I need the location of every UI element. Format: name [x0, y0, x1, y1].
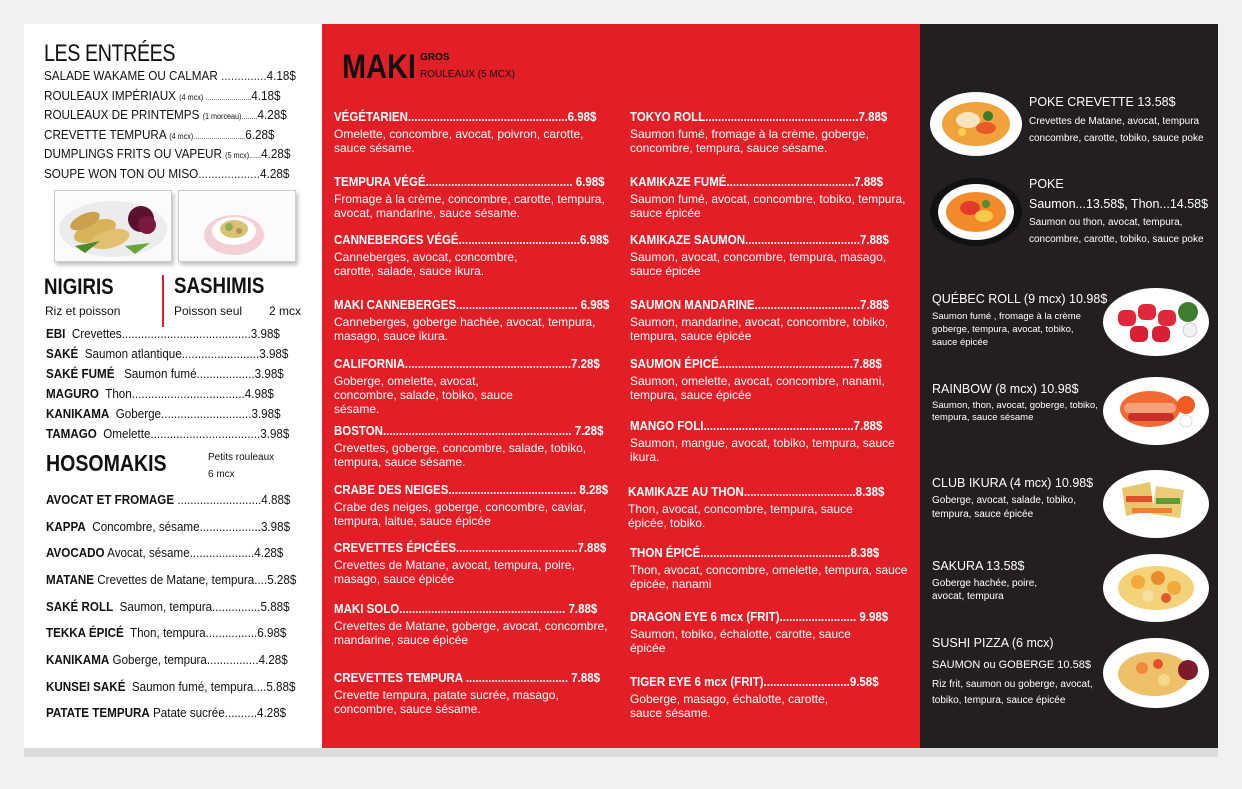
- sashimis-count: 2 mcx: [269, 304, 302, 318]
- maki-item: KAMIKAZE SAUMON....................................7.88$ Saumon, avocat, concombre, tempura, masago, sauce épicée: [630, 233, 889, 278]
- maki-item: MAKI SOLO.................................................... 7.88$ Crevettes de Matane, goberge, avocat, concombre, mandarine, sauce épicée: [334, 602, 608, 647]
- hosomaki-row: KUNSEI SAKÉ Saumon fumé, tempura....5.88$: [46, 680, 296, 694]
- entrees-title: LES ENTRÉES: [44, 40, 176, 67]
- quebec-roll-photo: [1102, 286, 1210, 358]
- fish-row: EBI Crevettes........................................3.98$: [46, 327, 280, 341]
- hosomaki-row: KAPPA Concombre, sésame...................3.98$: [46, 520, 291, 534]
- bottom-bar: [24, 748, 1218, 757]
- maki-item: SAUMON ÉPICÉ..........................................7.88$ Saumon, omelette, avocat, concombre, nanami, tempura, sauce épicée: [630, 357, 885, 402]
- maki-column: [322, 24, 920, 748]
- maki-item: CRABE DES NEIGES........................................ 8.28$ Crabe des neiges, goberge, concombre, caviar, tempura, laitue, sauce épicée: [334, 483, 609, 528]
- special-item: POKE Saumon...13.58$, Thon...14.58$ Saumon ou thon, avocat, tempura, concombre, carotte, tobiko, sauce poke: [1029, 177, 1209, 245]
- maki-item: KAMIKAZE FUMÉ........................................7.88$ Saumon fumé, avocat, concombre, tobiko, tempura, sauce épicée: [630, 175, 906, 220]
- club-ikura-photo: [1102, 468, 1210, 540]
- menu-board: [24, 24, 1218, 748]
- special-item: SAKURA 13.58$ Goberge hachée, poire, avocat, tempura: [932, 559, 1038, 602]
- hosomaki-row: AVOCADO Avocat, sésame....................4.28$: [46, 546, 284, 560]
- rainbow-photo: [1102, 375, 1210, 447]
- nigiris-subtitle: Riz et poisson: [45, 304, 121, 318]
- hosomaki-row: AVOCAT ET FROMAGE ..........................4.88$: [46, 493, 291, 507]
- sakura-photo: [1102, 552, 1210, 624]
- special-item: RAINBOW (8 mcx) 10.98$ Saumon, thon, avocat, goberge, tobiko, tempura, sauce sésame: [932, 382, 1098, 423]
- entree-item: SOUPE WON TON OU MISO...................4.28$: [44, 166, 290, 181]
- fish-row: MAGURO Thon...................................4.98$: [46, 387, 274, 401]
- maki-gros-label: GROS: [420, 52, 450, 63]
- hosomaki-row: SAKÉ ROLL Saumon, tempura...............5.88$: [46, 600, 290, 614]
- left-column: [24, 24, 322, 748]
- soup-photo: [178, 190, 296, 262]
- special-item: QUÉBEC ROLL (9 mcx) 10.98$ Saumon fumé , fromage à la crème goberge, tempura, avocat, tobiko, sauce épicée: [932, 292, 1108, 348]
- sushi-pizza-photo: [1102, 636, 1210, 710]
- fish-row: SAKÉ Saumon atlantique........................3.98$: [46, 347, 289, 361]
- fish-row: SAKÉ FUMÉ Saumon fumé..................3.98$: [46, 367, 284, 381]
- hosomaki-row: KANIKAMA Goberge, tempura................4.28$: [46, 653, 288, 667]
- maki-item: DRAGON EYE 6 mcx (FRIT)........................ 9.98$ Saumon, tobiko, échalotte, carotte, sauce épicée: [630, 610, 889, 655]
- special-item: SUSHI PIZZA (6 mcx) SAUMON ou GOBERGE 10.58$ Riz frit, saumon ou goberge, avocat, tobiko, tempura, sauce épicée: [932, 636, 1093, 706]
- entree-item: SALADE WAKAME OU CALMAR ..............4.18$: [44, 68, 296, 83]
- maki-rouleaux-label: ROULEAUX (5 MCX): [420, 69, 516, 80]
- maki-item: BOSTON........................................................... 7.28$ Crevettes, goberge, concombre, salade, tobiko, tempura, sauce sésame.: [334, 424, 604, 469]
- specials-column: [920, 24, 1218, 748]
- maki-item: TIGER EYE 6 mcx (FRIT)...........................9.58$ Goberge, masago, échalotte, carotte, sauce sésame.: [630, 675, 879, 720]
- fish-row: KANIKAMA Goberge............................3.98$: [46, 407, 281, 421]
- entree-item: DUMPLINGS FRITS OU VAPEUR (5 mcx)......4.28$: [44, 146, 291, 161]
- hosomakis-title: HOSOMAKIS: [46, 450, 167, 476]
- dumplings-photo: [54, 190, 172, 262]
- maki-item: VÉGÉTARIEN..................................................6.98$ Omelette, concombre, avocat, poivron, carotte, sauce sésame.: [334, 110, 597, 155]
- poke-crevette-photo: [928, 90, 1024, 158]
- maki-item: TOKYO ROLL................................................7.88$ Saumon fumé, fromage à la crème, goberge, concombre, tempura, sauce sésame.: [630, 110, 888, 155]
- special-item: POKE CREVETTE 13.58$ Crevettes de Matane, avocat, tempura concombre, carotte, tobiko, sauce poke: [1029, 95, 1204, 144]
- poke-photo: [928, 176, 1024, 248]
- maki-item: KAMIKAZE AU THON...................................8.38$ Thon, avocat, concombre, tempura, sauce épicée, tobiko.: [628, 485, 885, 530]
- special-item: CLUB IKURA (4 mcx) 10.98$ Goberge, avocat, salade, tobiko, tempura, sauce épicée: [932, 476, 1094, 520]
- maki-item: CANNEBERGES VÉGÉ......................................6.98$ Canneberges, avocat, concombre, carotte, salade, sauce ikura.: [334, 233, 609, 278]
- sashimis-subtitle: Poisson seul: [174, 304, 243, 318]
- maki-item: CREVETTES ÉPICÉES......................................7.88$ Crevettes de Matane, avocat, tempura, poire, masago, sauce épicée: [334, 541, 607, 586]
- maki-item: CREVETTES TEMPURA ................................ 7.88$ Crevette tempura, patate sucrée, masago, concombre, sauce sésame.: [334, 671, 601, 716]
- entree-item: ROULEAUX DE PRINTEMPS (1 morceau)........4.28$: [44, 107, 287, 122]
- entree-item: CREVETTE TEMPURA (4 mcx)..........................6.28$: [44, 127, 275, 142]
- nigiris-title: NIGIRIS: [44, 274, 114, 299]
- sashimis-title: SASHIMIS: [174, 273, 265, 298]
- maki-item: TEMPURA VÉGÉ.............................................. 6.98$ Fromage à la crème, concombre, carotte, tempura, avocat, mandarine, sauce sésame.: [334, 175, 605, 220]
- maki-item: MANGO FOLI...............................................7.88$ Saumon, mangue, avocat, tobiko, tempura, sauce ikura.: [630, 419, 895, 464]
- hosomakis-subtitle: Petits rouleaux: [208, 452, 275, 463]
- section-divider: [162, 275, 164, 327]
- fish-row: TAMAGO Omelette..................................3.98$: [46, 427, 290, 441]
- maki-item: CALIFORNIA....................................................7.28$ Goberge, omelette, avocat, concombre, salade, tobiko, sauce sésame.: [334, 357, 600, 416]
- maki-item: SAUMON MANDARINE.................................7.88$ Saumon, mandarine, avocat, concombre, tobiko, tempura, sauce épicée: [630, 298, 889, 343]
- entree-item: ROULEAUX IMPÉRIAUX (4 mcx) .......................4.18$: [44, 88, 281, 103]
- maki-item: THON ÉPICÉ...............................................8.38$ Thon, avocat, concombre, omelette, tempura, sauce épicée, nanami: [630, 546, 908, 591]
- maki-item: MAKI CANNEBERGES...................................... 6.98$ Canneberges, goberge hachée, avocat, tempura, masago, sauce ikura.: [334, 298, 610, 343]
- maki-title: MAKI: [342, 48, 416, 86]
- hosomaki-row: PATATE TEMPURA Patate sucrée..........4.28$: [46, 706, 287, 720]
- hosomakis-count: 6 mcx: [208, 469, 235, 480]
- hosomaki-row: MATANE Crevettes de Matane, tempura....5.28$: [46, 573, 297, 587]
- hosomaki-row: TEKKA ÉPICÉ Thon, tempura................6.98$: [46, 626, 287, 640]
